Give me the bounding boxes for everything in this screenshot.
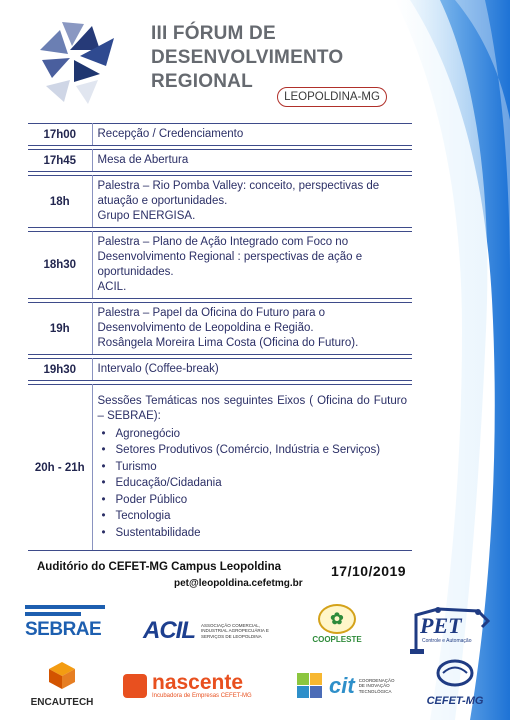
cit-subtitle: COORDENAÇÃO DE INOVAÇÃO TECNOLÓGICA <box>358 677 395 694</box>
schedule-description <box>92 385 412 551</box>
schedule-line: Palestra – Plano de Ação Integrado com Foco no <box>97 236 349 248</box>
list-item: • Agronegócio <box>98 426 408 443</box>
forum-logo-icon <box>30 16 122 108</box>
encautech-logo-text: ENCAUTECH <box>30 697 94 708</box>
list-item: • Tecnologia <box>98 508 408 525</box>
cit-logo <box>295 668 405 704</box>
schedule-time: 17h45 <box>28 150 92 172</box>
coopleste-logo-text: COOPLESTE <box>312 635 362 644</box>
cefet-logo-text: CEFET-MG <box>426 695 484 707</box>
list-item: • Sustentabilidade <box>98 525 408 542</box>
title-line-2: DESENVOLVIMENTO <box>151 47 344 68</box>
venue-text: Auditório do CEFET-MG Campus Leopoldina <box>37 561 282 573</box>
list-item: • Poder Público <box>98 492 408 509</box>
acil-subtitle: ASSOCIAÇÃO COMERCIAL, INDUSTRIAL AGROPECUÁRIA E SERVIÇOS DE LEOPOLDINA <box>201 622 269 639</box>
schedule-row <box>28 176 412 228</box>
schedule-line: Palestra – Rio Pomba Valley: conceito, perspectivas de <box>97 180 380 192</box>
page-title <box>151 22 343 94</box>
schedule-time: 18h30 <box>28 232 92 299</box>
cefet-emblem-icon <box>435 658 475 688</box>
schedule-time: 19h30 <box>28 359 92 381</box>
schedule-line: ACIL. <box>97 281 127 293</box>
schedule-row <box>28 232 412 299</box>
schedule-line: Mesa de Abertura <box>97 154 189 166</box>
schedule-time: 18h <box>28 176 92 228</box>
nascente-logo <box>123 668 273 704</box>
schedule-time: 20h - 21h <box>28 385 92 551</box>
title-line-3: REGIONAL <box>151 71 253 92</box>
schedule-line: Rosângela Moreira Lima Costa (Oficina do Futuro). <box>97 337 359 349</box>
schedule-description <box>92 124 412 146</box>
schedule-time: 19h <box>28 303 92 355</box>
coopleste-logo <box>303 604 371 650</box>
pet-logo-text: PET <box>420 613 462 638</box>
schedule-row <box>28 303 412 355</box>
acil-logo <box>143 616 293 646</box>
schedule-description <box>92 232 412 299</box>
city-badge: LEOPOLDINA-MG <box>277 87 387 107</box>
sebrae-logo <box>25 605 105 645</box>
sebrae-logo-text: SEBRAE <box>25 619 102 640</box>
event-date: 17/10/2019 <box>331 563 407 579</box>
cit-logo-text: cit <box>329 673 355 698</box>
contact-email: pet@leopoldina.cefetmg.br <box>174 578 303 589</box>
schedule-line: Grupo ENERGISA. <box>97 210 196 222</box>
schedule-line: Desenvolvimento Regional : perspectivas de ação e <box>97 251 363 263</box>
schedule-row <box>28 385 412 551</box>
coopleste-emblem-icon: ✿ <box>318 604 356 634</box>
list-item: • Setores Produtivos (Comércio, Indústria e Serviços) <box>98 442 408 459</box>
schedule-description <box>92 176 412 228</box>
schedule-row <box>28 150 412 172</box>
theme-list <box>98 426 408 542</box>
encautech-logo <box>22 660 102 710</box>
schedule-row <box>28 359 412 381</box>
schedule-row <box>28 124 412 146</box>
pet-subtitle: Controle e Automação <box>422 638 472 644</box>
title-line-1: III FÓRUM DE <box>151 23 276 44</box>
acil-logo-text: ACIL <box>143 617 195 644</box>
schedule-line: Intervalo (Coffee-break) <box>97 363 219 375</box>
nascente-subtitle: Incubadora de Empresas CEFET-MG <box>152 693 252 699</box>
cit-cubes-icon <box>295 671 325 701</box>
schedule-line: Recepção / Credenciamento <box>97 128 244 140</box>
list-item: • Educação/Cidadania <box>98 475 408 492</box>
pet-logo <box>408 607 493 657</box>
schedule-intro: Sessões Temáticas nos seguintes Eixos ( Oficina do Futuro – SEBRAE): <box>97 394 407 422</box>
nascente-mark-icon <box>123 674 147 698</box>
schedule-description <box>92 303 412 355</box>
schedule-description <box>92 359 412 381</box>
list-item: • Turismo <box>98 459 408 476</box>
schedule-time: 17h00 <box>28 124 92 146</box>
schedule-description <box>92 150 412 172</box>
schedule-line: Palestra – Papel da Oficina do Futuro para o <box>97 307 326 319</box>
schedule-line: Desenvolvimento de Leopoldina e Região. <box>97 322 314 334</box>
cefet-logo <box>415 658 495 708</box>
schedule-line: oportunidades. <box>97 266 174 278</box>
schedule-line: atuação e oportunidades. <box>97 195 228 207</box>
schedule-table <box>28 123 412 551</box>
nascente-logo-text: nascente <box>152 671 244 694</box>
encautech-cube-icon <box>47 660 77 690</box>
